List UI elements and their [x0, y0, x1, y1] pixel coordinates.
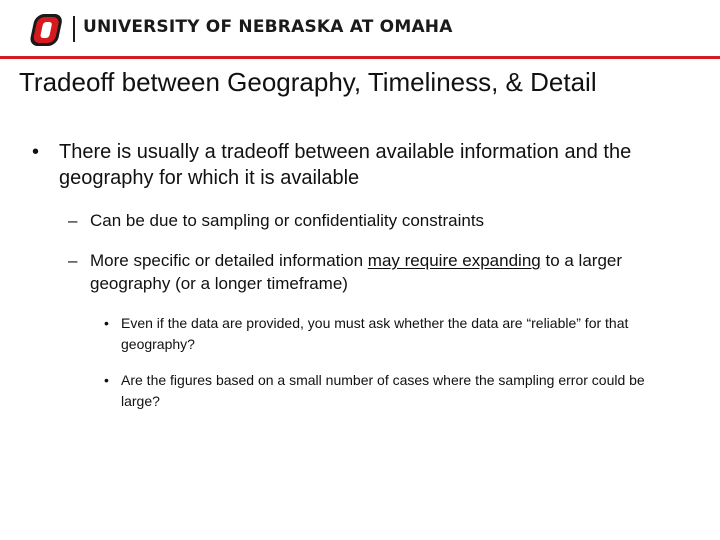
text-segment: to a larger geography (or a longer timeframe) [90, 251, 623, 293]
slide-title: Tradeoff between Geography, Timeliness, & Detail [19, 67, 597, 97]
bullet-marker: • [104, 315, 109, 331]
bullet-marker: • [32, 141, 40, 163]
bullet-level3 [104, 313, 684, 355]
bullet-level2 [68, 209, 688, 232]
bullet-level3 [104, 370, 684, 412]
bullet-level2 [68, 249, 688, 295]
bullet-text [68, 249, 688, 295]
logo-divider [73, 16, 75, 42]
bullet-level1 [32, 139, 672, 191]
bullet-text: There is usually a tradeoff between available information and the geography for which it is available [59, 141, 632, 189]
university-name: UNIVERSITY OF NEBRASKA AT OMAHA [83, 17, 453, 37]
bullet-text: Even if the data are provided, you must ask whether the data are “reliable” for that geography? [121, 315, 629, 352]
header-rule [0, 56, 720, 59]
bullet-text: Are the figures based on a small number of cases where the sampling error could be large? [121, 372, 645, 409]
bullet-marker: • [104, 372, 109, 388]
underlined-phrase: may require expanding [367, 251, 541, 270]
uno-o-logo-icon [28, 12, 66, 48]
header-bar [0, 0, 720, 60]
text-segment: More specific or detailed information [90, 251, 368, 270]
dash-marker: – [68, 251, 78, 270]
bullet-text: Can be due to sampling or confidentiality constraints [90, 211, 485, 230]
dash-marker: – [68, 211, 78, 230]
